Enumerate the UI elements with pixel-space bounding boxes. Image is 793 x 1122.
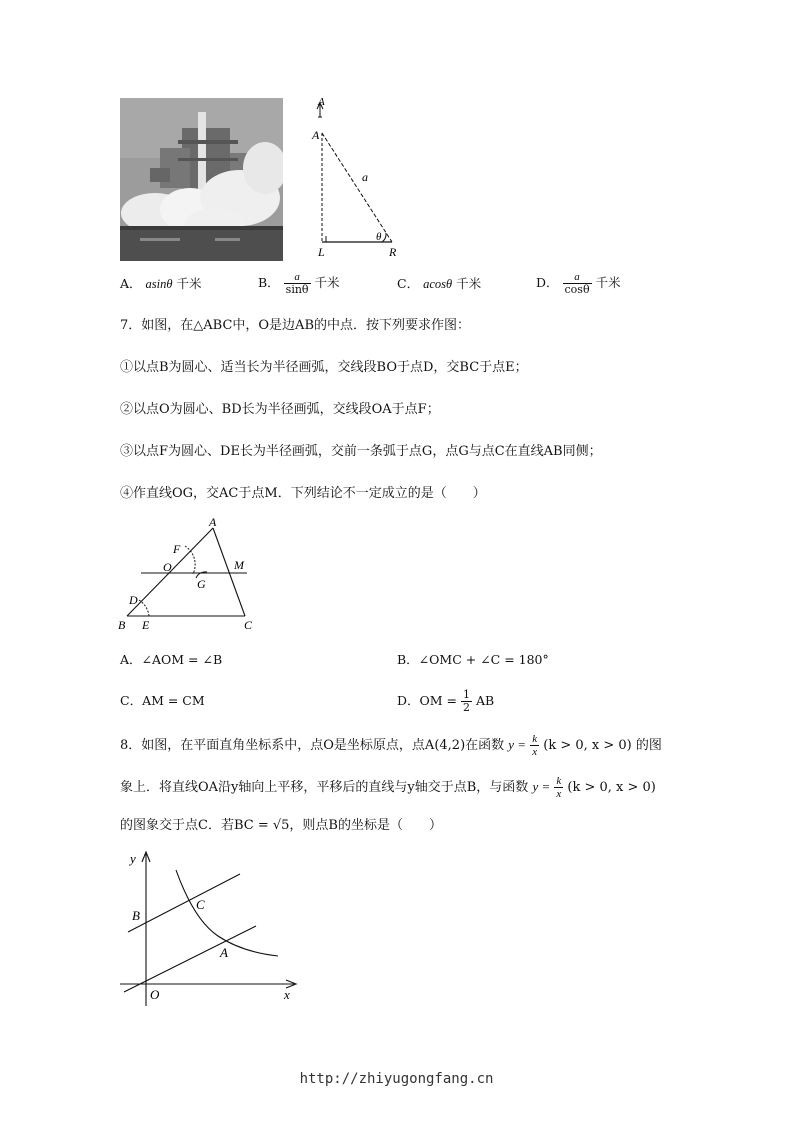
q6-d-fraction: $\frac{a}{\cos\theta}$: [564, 271, 590, 296]
q7-label-d: D: [129, 593, 138, 607]
q6-label-theta: θ: [376, 231, 382, 243]
q6-option-a[interactable]: A． asinθ 千米: [120, 276, 202, 291]
q7-label-a: A: [209, 515, 217, 529]
q7-d-fraction: $\frac{1}{2}$: [463, 688, 471, 714]
q7-option-a[interactable]: A．∠AOM = ∠B: [120, 652, 223, 667]
q6-option-c[interactable]: C． acosθ 千米: [397, 276, 482, 291]
q8-label-a: A: [220, 945, 228, 960]
q8-label-x: x: [284, 987, 290, 1002]
q7-step1: ①以点B为圆心、适当长为半径画弧，交线段BO于点D，交BC于点E；: [120, 360, 528, 375]
q8-line3: 的图象交于点C．若BC = √5，则点B的坐标是（ ）: [120, 818, 442, 833]
q6-b-fraction: $\frac{a}{\sin\theta}$: [285, 271, 309, 296]
q6-option-d[interactable]: D． $\frac{a}{\cos\theta}$ 千米: [536, 271, 621, 296]
q7-label-b: B: [118, 618, 126, 632]
q7-label-f: F: [173, 542, 181, 556]
q7-step4: ④作直线OG，交AC于点M．下列结论不一定成立的是（ ）: [120, 486, 486, 501]
q8-line2: 象上．将直线OA沿y轴向上平移，平移后的直线与y轴交于点B，与函数 y = $\frac{k}{x}$ (k > 0, x > 0): [120, 775, 656, 800]
q7-label-g: G: [197, 577, 206, 591]
q8-label-y: y: [130, 851, 136, 866]
q8-line1-fraction: $\frac{k}{x}$: [532, 733, 538, 758]
q7-construction-figure: [115, 512, 265, 634]
q8-line1: 8．如图，在平面直角坐标系中，点O是坐标原点，点A(4,2)在函数 y = $\frac{k}{x}$ (k > 0, x > 0) 的图: [120, 733, 662, 758]
q7-label-o: O: [163, 560, 172, 574]
q8-coordinate-figure: [118, 848, 303, 1010]
q6-label-top: A: [318, 96, 325, 108]
q7-option-b[interactable]: B．∠OMC + ∠C = 180°: [397, 652, 549, 667]
q6-label-side-a: a: [362, 170, 368, 184]
q7-step2: ②以点O为圆心、BD长为半径画弧，交线段OA于点F；: [120, 402, 440, 417]
q8-label-o: O: [150, 987, 160, 1002]
footer-url[interactable]: http://zhiyugongfang.cn: [299, 1071, 494, 1087]
q7-label-c: C: [244, 618, 253, 632]
q7-option-d[interactable]: D．OM = $\frac{1}{2}$ AB: [397, 688, 495, 714]
q8-line2-fraction: $\frac{k}{x}$: [556, 775, 562, 800]
rocket-launch-photo: [120, 98, 283, 261]
q8-label-b: B: [132, 908, 140, 923]
q6-triangle-figure: [300, 95, 410, 265]
q6-label-a-point: A: [312, 128, 320, 142]
q7-stem: 7．如图，在△ABC中，O是边AB的中点．按下列要求作图：: [120, 318, 470, 333]
q7-option-c[interactable]: C．AM = CM: [120, 693, 205, 708]
q7-label-e: E: [142, 618, 150, 632]
q6-label-l: L: [318, 245, 325, 259]
q7-label-m: M: [234, 558, 244, 572]
q6-option-b[interactable]: B． $\frac{a}{\sin\theta}$ 千米: [258, 271, 340, 296]
q6-label-r: R: [389, 245, 397, 259]
q8-label-c: C: [196, 897, 205, 912]
q7-step3: ③以点F为圆心、DE长为半径画弧，交前一条弧于点G，点G与点C在直线AB同侧；: [120, 444, 602, 459]
